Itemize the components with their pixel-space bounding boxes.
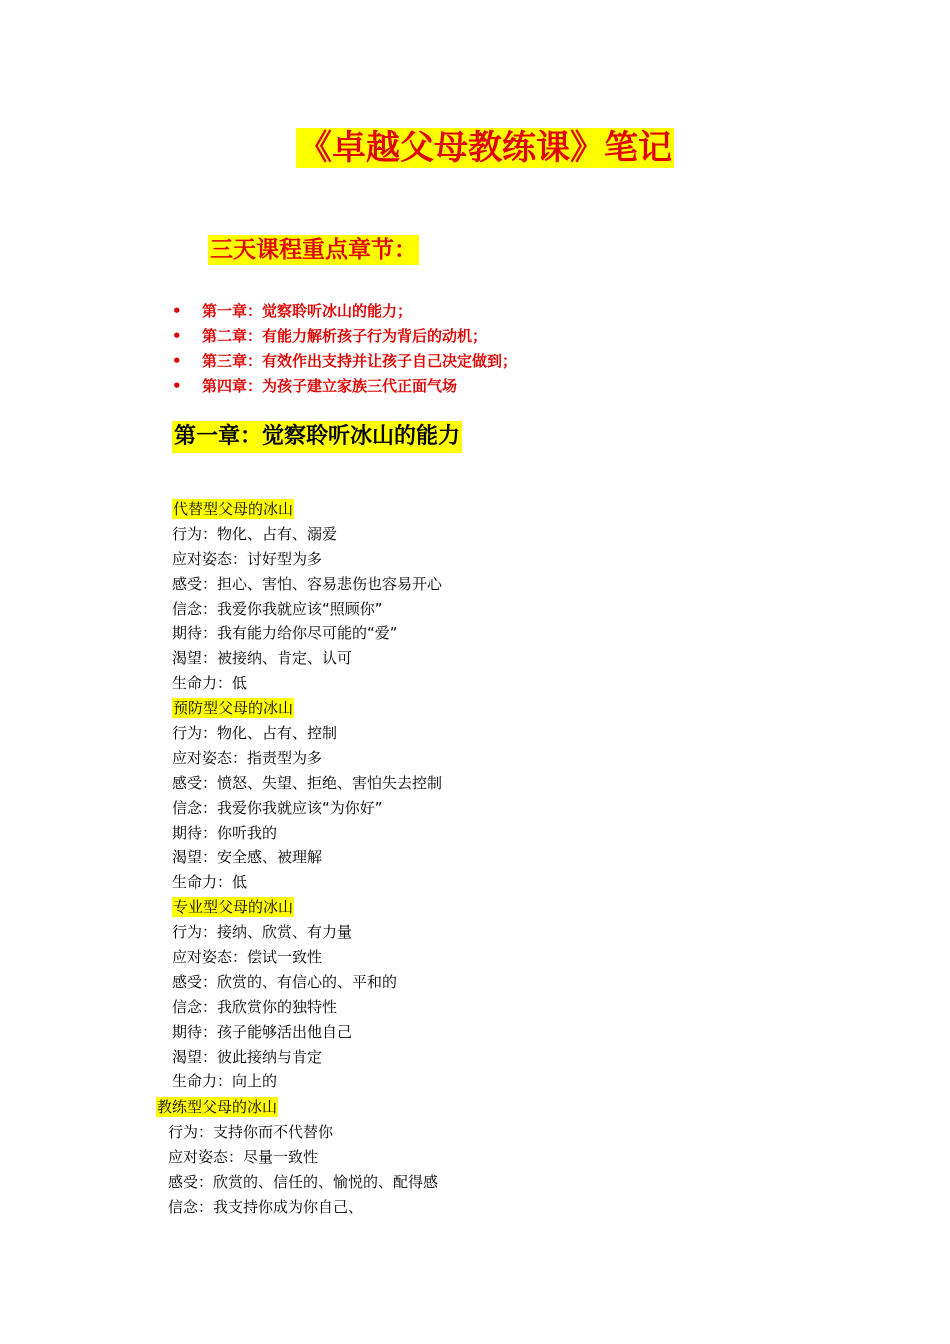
- section-line: 生命力：向上的: [172, 1072, 278, 1091]
- section-replacement-parents: [172, 497, 442, 1094]
- section-line: 期待：我有能力给你尽可能的“爱”: [172, 624, 398, 643]
- chapter-list-item: • 第二章：有能力解析孩子行为背后的动机；: [172, 324, 517, 349]
- section-line: 期待：你听我的: [172, 823, 278, 842]
- section-line: 应对姿态：尽量一致性: [168, 1147, 319, 1166]
- section-line: 渴望：安全感、被理解: [172, 848, 323, 867]
- section-line: 信念：我欣赏你的独特性: [172, 997, 338, 1016]
- section-line: 期待：孩子能够活出他自己: [172, 1022, 353, 1041]
- section-heading: 教练型父母的冰山: [157, 1098, 278, 1116]
- section-line: 信念：我爱你我就应该“照顾你”: [172, 599, 383, 618]
- section-heading: 预防型父母的冰山: [173, 699, 294, 718]
- chapter-list-item: • 第一章：觉察聆听冰山的能力；: [172, 299, 517, 324]
- section-coach-parents-heading-wrap: [156, 1095, 278, 1120]
- section-line: 渴望：被接纳、肯定、认可: [172, 649, 353, 668]
- section-line: 感受：担心、害怕、容易悲伤也容易开心: [172, 574, 443, 593]
- bullet-icon: •: [172, 377, 182, 395]
- section-subtitle: 三天课程重点章节：: [210, 237, 417, 263]
- section-line: 感受：欣赏的、有信心的、平和的: [172, 972, 398, 991]
- chapter-heading: 第一章：觉察聆听冰山的能力: [172, 421, 462, 453]
- section-line: 信念：我支持你成为你自己、: [168, 1197, 364, 1216]
- document-title: 《卓越父母教练课》笔记: [298, 128, 672, 168]
- section-line: 行为：接纳、欣赏、有力量: [172, 923, 353, 942]
- section-line: 信念：我爱你我就应该“为你好”: [172, 798, 383, 817]
- section-line: 感受：欣赏的、信任的、愉悦的、配得感: [168, 1172, 439, 1191]
- section-line: 行为：物化、占有、控制: [172, 724, 338, 743]
- section-heading: 代替型父母的冰山: [173, 500, 294, 518]
- chapter-list: [172, 299, 517, 399]
- section-heading: 专业型父母的冰山: [173, 898, 294, 917]
- bullet-icon: •: [172, 302, 182, 320]
- section-coach-parents: [168, 1120, 438, 1220]
- section-line: 应对姿态：指责型为多: [172, 748, 323, 767]
- bullet-icon: •: [172, 327, 182, 345]
- bullet-icon: •: [172, 352, 182, 370]
- chapter-list-item: • 第三章：有效作出支持并让孩子自己决定做到；: [172, 349, 517, 374]
- section-line: 应对姿态：偿试一致性: [172, 948, 323, 967]
- chapter-list-item: • 第四章：为孩子建立家族三代正面气场: [172, 374, 517, 399]
- section-line: 生命力：低: [172, 674, 248, 693]
- section-line: 生命力：低: [172, 873, 248, 892]
- section-line: 感受：愤怒、失望、拒绝、害怕失去控制: [172, 773, 443, 792]
- section-line: 行为：物化、占有、溺爱: [172, 524, 338, 543]
- section-line: 渴望：彼此接纳与肯定: [172, 1047, 323, 1066]
- section-line: 行为：支持你而不代替你: [168, 1123, 334, 1141]
- section-line: 应对姿态：讨好型为多: [172, 549, 323, 568]
